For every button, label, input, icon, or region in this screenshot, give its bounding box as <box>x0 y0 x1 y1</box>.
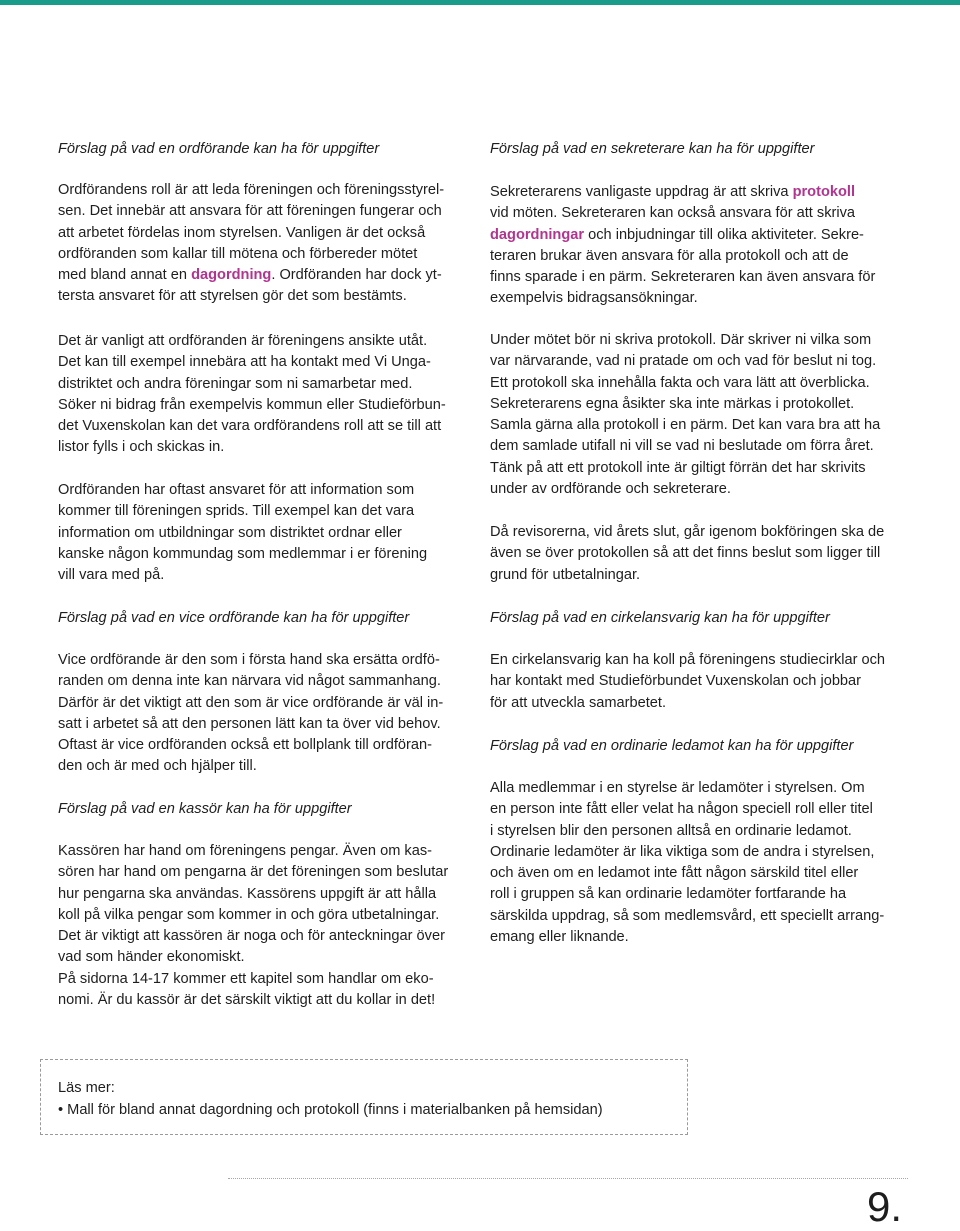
text-line: sören har hand om pengarna är det föreningen som beslutar <box>58 864 449 881</box>
text-line: teraren brukar även ansvara för alla protokoll och att de <box>490 247 849 264</box>
text-line: Det är viktigt att kassören är noga och för anteckningar över <box>58 928 445 945</box>
text-line: Alla medlemmar i en styrelse är ledamöter i styrelsen. Om <box>490 780 865 796</box>
text-line: Det kan till exempel innebära att ha kontakt med Vi Unga- <box>58 354 431 371</box>
text-line: under av ordförande och sekreterare. <box>490 481 731 498</box>
paragraph-vice-ordforande <box>58 650 443 778</box>
text-line: roll i gruppen så kan ordinarie ledamöter fortfarande ha <box>490 886 847 903</box>
paragraph-revisorer <box>490 522 884 586</box>
text-line: grund för utbetalningar. <box>490 566 641 583</box>
text-line: för att utveckla samarbetet. <box>490 694 667 711</box>
read-more-title: Läs mer: <box>58 1080 115 1096</box>
text-line: dagordningar och inbjudningar till olika aktiviteter. Sekre- <box>490 226 864 243</box>
text-line: Då revisorerna, vid årets slut, går igenom bokföringen ska de <box>490 524 885 540</box>
text-line: hur pengarna ska användas. Kassörens uppgift är att hålla <box>58 885 437 902</box>
text-line: Under mötet bör ni skriva protokoll. Där skriver ni vilka som <box>490 332 872 348</box>
text-line: Oftast är vice ordföranden också ett bollplank till ordföran- <box>58 737 432 754</box>
text-line: nomi. Är du kassör är det särskilt viktigt att du kollar in det! <box>58 992 436 1009</box>
text-line: i styrelsen blir den personen alltså en ordinarie ledamot. <box>490 822 852 839</box>
text-line: med bland annat en dagordning. Ordföranden har dock yt- <box>58 267 442 284</box>
keyword-dagordning: dagordning <box>191 267 272 284</box>
text-line: På sidorna 14-17 kommer ett kapitel som handlar om eko- <box>58 970 434 987</box>
paragraph-ansikte-utat <box>58 331 446 459</box>
paragraph-protokoll <box>490 330 880 500</box>
text-line: emang eller liknande. <box>490 929 629 946</box>
heading-kassor: Förslag på vad en kassör kan ha för uppgifter <box>58 801 352 817</box>
text-line: finns sparade i en pärm. Sekreteraren kan även ansvara för <box>490 269 876 286</box>
text-line: en person inte fått eller velat ha någon speciell roll eller titel <box>490 801 873 818</box>
text-line: vill vara med på. <box>58 567 165 584</box>
text-line: exempelvis bidragsansökningar. <box>490 290 698 307</box>
paragraph-sekreterare <box>490 182 875 310</box>
footer-divider <box>228 1178 908 1179</box>
paragraph-kassor <box>58 841 448 1011</box>
paragraph-ordforande-roll <box>58 180 444 308</box>
text-line: En cirkelansvarig kan ha koll på föreningens studiecirklar och <box>490 652 886 668</box>
paragraph-information <box>58 480 427 586</box>
text-line: Ordföranden har oftast ansvaret för att information som <box>58 482 415 498</box>
text-line: kanske någon kommundag som medlemmar i er förening <box>58 545 428 562</box>
text-line: koll på vilka pengar som kommer in och göra utbetalningar. <box>58 906 440 923</box>
heading-ordinarie-ledamot: Förslag på vad en ordinarie ledamot kan ha för uppgifter <box>490 738 854 754</box>
text-line: har kontakt med Studieförbundet Vuxenskolan och jobbar <box>490 673 862 690</box>
text-line: randen om denna inte kan närvara vid något sammanhang. <box>58 673 441 690</box>
text-line: Tänk på att ett protokoll inte är giltigt förrän det har skrivits <box>490 459 866 476</box>
text-line: även se över protokollen så att det finns beslut som ligger till <box>490 545 881 562</box>
text-line: Därför är det viktigt att den som är vice ordförande är väl in- <box>58 694 444 711</box>
text-line: ordföranden som kallar till mötena och förbereder mötet <box>58 245 418 262</box>
text-line: Ordinarie ledamöter är lika viktiga som de andra i styrelsen, <box>490 843 875 860</box>
text-line: den och är med och hjälper till. <box>58 758 257 775</box>
keyword-protokoll: protokoll <box>792 184 856 200</box>
text-line: distriktet och andra föreningar som ni samarbetar med. <box>58 375 413 392</box>
text-line: och även om en ledamot inte fått någon särskild titel eller <box>490 865 859 882</box>
heading-ordforande: Förslag på vad en ordförande kan ha för uppgifter <box>58 141 380 157</box>
text-line: Sekreterarens vanligaste uppdrag är att skriva protokoll <box>490 184 856 200</box>
text-line: dem samlade utifall ni vill se vad ni beslutade om förra året. <box>490 438 874 455</box>
paragraph-ordinarie-ledamot <box>490 778 884 948</box>
text-line: var närvarande, vad ni pratade om och vad för beslut ni tog. <box>490 353 877 370</box>
text-line: Det är vanligt att ordföranden är föreningens ansikte utåt. <box>58 333 428 349</box>
read-more-item: • Mall för bland annat dagordning och protokoll (finns i materialbanken på hemsidan) <box>58 1102 603 1118</box>
text-line: kommer till föreningen sprids. Till exempel kan det vara <box>58 503 415 520</box>
text-line: Ett protokoll ska innehålla fakta och vara lätt att överblicka. <box>490 374 870 391</box>
heading-sekreterare: Förslag på vad en sekreterare kan ha för uppgifter <box>490 141 815 157</box>
text-line: sen. Det innebär att ansvara för att föreningen fungerar och <box>58 203 442 220</box>
text-line: satt i arbetet så att den personen lätt kan ta över vid behov. <box>58 715 441 732</box>
text-line: Samla gärna alla protokoll i en pärm. Det kan vara bra att ha <box>490 417 881 434</box>
text-line: Ordförandens roll är att leda föreningen och föreningsstyrel- <box>58 182 445 198</box>
text-line: vad som händer ekonomiskt. <box>58 949 245 966</box>
text-line: särskilda uppdrag, så som medlemsvård, ett speciellt arrang- <box>490 907 885 924</box>
text-line: det Vuxenskolan kan det vara ordförandens roll att se till att <box>58 418 442 435</box>
top-accent-bar <box>0 0 960 5</box>
heading-cirkelansvarig: Förslag på vad en cirkelansvarig kan ha för uppgifter <box>490 610 830 626</box>
text-line: att arbetet fördelas inom styrelsen. Vanligen är det också <box>58 224 426 241</box>
page-number: 9. <box>866 1183 902 1230</box>
read-more-box <box>40 1059 688 1135</box>
keyword-dagordningar: dagordningar <box>490 226 585 243</box>
text-line: Söker ni bidrag från exempelvis kommun eller Studieförbun- <box>58 396 446 413</box>
text-line: listor fylls i och skickas in. <box>58 439 225 456</box>
text-line: Sekreterarens egna åsikter ska inte märkas i protokollet. <box>490 395 855 412</box>
text-line: tersta ansvaret för att styrelsen gör det som bestämts. <box>58 288 407 305</box>
text-line: vid möten. Sekreteraren kan också ansvara för att skriva <box>490 205 856 222</box>
text-line: information om utbildningar som distriktet ordnar eller <box>58 524 402 541</box>
text-line: Vice ordförande är den som i första hand ska ersätta ordfö- <box>58 652 440 668</box>
paragraph-cirkelansvarig <box>490 650 885 714</box>
text-line: Kassören har hand om föreningens pengar. Även om kas- <box>58 843 432 859</box>
heading-vice-ordforande: Förslag på vad en vice ordförande kan ha för uppgifter <box>58 610 410 626</box>
